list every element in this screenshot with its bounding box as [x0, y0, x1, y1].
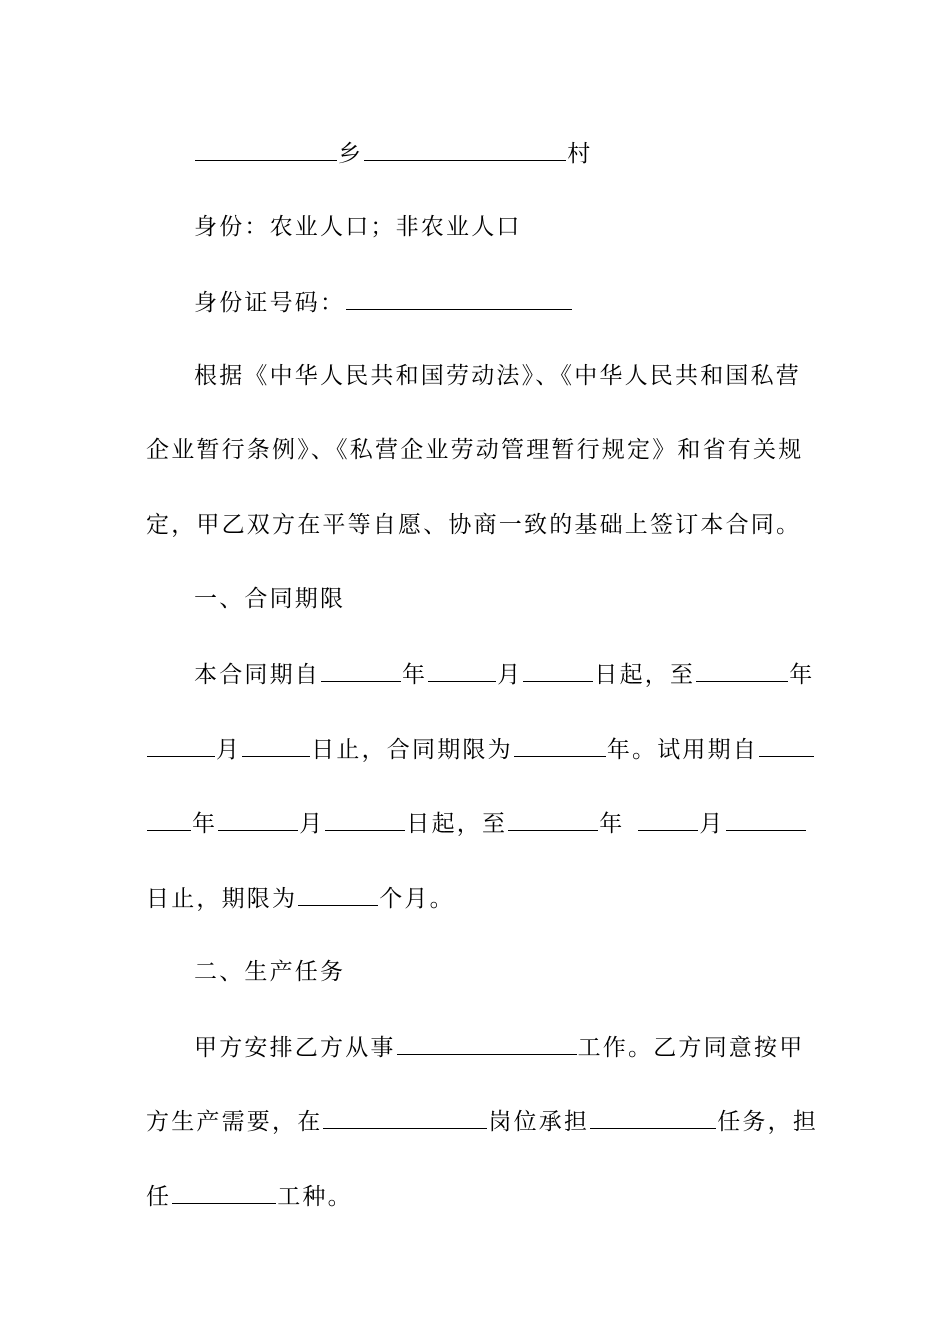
paragraph-line: 企业暂行条例》、《私营企业劳动管理暂行规定》和省有关规 [146, 437, 804, 463]
id-number-line [194, 287, 856, 318]
trial-end-day-blank[interactable] [726, 808, 806, 831]
task-line [146, 1106, 819, 1137]
trial-end-year-blank[interactable] [508, 808, 598, 831]
text: 方生产需要，在 [146, 1109, 323, 1135]
text: 本合同期自 [194, 662, 320, 688]
text: 任务，担 [717, 1109, 819, 1135]
text: 甲方安排乙方从事 [194, 1035, 396, 1061]
work-blank[interactable] [397, 1032, 577, 1055]
end-year-blank[interactable] [696, 659, 788, 682]
position-blank[interactable] [323, 1106, 487, 1129]
section-heading: 二、生产任务 [194, 959, 346, 985]
text: 工种。 [277, 1184, 353, 1210]
text: 年 [402, 662, 428, 688]
term-line [194, 659, 856, 690]
text: 年。试用期自 [606, 737, 759, 763]
start-month-blank[interactable] [428, 659, 496, 682]
text: 月 [216, 737, 242, 763]
trial-line [146, 883, 808, 914]
address-line [194, 138, 856, 169]
text: 月 [497, 662, 523, 688]
end-month-blank[interactable] [147, 734, 215, 757]
term-years-blank[interactable] [514, 734, 606, 757]
text: 乡 [338, 141, 364, 167]
trial-months-blank[interactable] [298, 883, 378, 906]
trial-end-month-blank[interactable] [638, 808, 698, 831]
text: 身份证号码： [194, 290, 346, 316]
trial-line [146, 808, 808, 839]
trial-start-year-blank-a[interactable] [759, 734, 814, 757]
trial-start-month-blank[interactable] [218, 808, 298, 831]
text: 年 [599, 811, 625, 837]
township-blank[interactable] [195, 138, 337, 161]
task-line [146, 1181, 808, 1212]
text: 日止，期限为 [146, 886, 298, 912]
trial-start-year-blank-b[interactable] [147, 808, 191, 831]
text: 日止，合同期限为 [311, 737, 513, 763]
text: 工作。乙方同意按甲 [577, 1035, 805, 1061]
paragraph-line: 根据《中华人民共和国劳动法》、《中华人民共和国私营 [194, 363, 801, 389]
text: 年 [192, 811, 218, 837]
id-number-blank[interactable] [346, 287, 572, 310]
text: 月 [299, 811, 325, 837]
text: 岗位承担 [488, 1109, 590, 1135]
text: 任 [146, 1184, 172, 1210]
text: 日起，至 [594, 662, 696, 688]
start-year-blank[interactable] [321, 659, 401, 682]
text: 个月。 [379, 886, 455, 912]
end-day-blank[interactable] [242, 734, 310, 757]
identity-line: 身份：农业人口；非农业人口 [194, 214, 522, 240]
paragraph-line: 定，甲乙双方在平等自愿、协商一致的基础上签订本合同。 [146, 512, 802, 538]
village-blank[interactable] [364, 138, 566, 161]
start-day-blank[interactable] [523, 659, 593, 682]
term-line [146, 734, 808, 765]
task-blank[interactable] [590, 1106, 716, 1129]
job-type-blank[interactable] [172, 1181, 276, 1204]
text: 年 [789, 662, 815, 688]
text: 月 [699, 811, 725, 837]
text: 村 [567, 141, 593, 167]
task-line [194, 1032, 856, 1063]
text: 日起，至 [406, 811, 508, 837]
section-heading: 一、合同期限 [194, 586, 346, 612]
trial-start-day-blank[interactable] [325, 808, 405, 831]
